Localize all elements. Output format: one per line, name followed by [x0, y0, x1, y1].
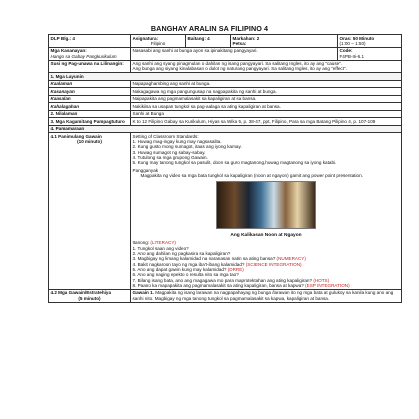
header-row-2 — [49, 47, 402, 60]
gawain-text: Magpakita ng isang larawan na nagpapahayag ng bunga /larawan ito ng mga bata at gulukoy sa kanila kung ano ang sanhi nito. Magbigay ng mga tanong tungkol sa pagmamalasakit sa kapwa, kapaligiran at bansa. — [132, 290, 394, 301]
markahan-cell — [231, 35, 338, 48]
code-cell — [338, 47, 402, 60]
pangganyak-title: Pangganyak — [132, 167, 159, 173]
nature-image-container — [133, 178, 400, 232]
kahalagahan-text: Nakikiisa sa usapan tungkol sa pag-aalaga sa ating kapaligiran at bansa. — [131, 103, 402, 110]
panimulang-row — [49, 133, 402, 290]
header-row-1 — [49, 35, 402, 48]
kasanayan-header-cell — [49, 47, 131, 60]
kagamitan-label: 3. Mga Kagamitang Pampagtuturo — [49, 118, 131, 125]
layunin-label: 1. Mga Layunin — [49, 73, 402, 80]
question-item: 6. Ano ang naging epekto o resulta nito sa mga tao? — [132, 272, 239, 278]
gawain-row — [49, 289, 402, 302]
susi-cell — [131, 60, 402, 73]
kaasalan-row — [49, 95, 402, 102]
nilalaman-text: Sanhi at Bunga — [131, 110, 402, 117]
pangganyak-text: Magpakita ng video sa mga bata tungkol sa kapaligiran (noon at ngayon) gamit ang power point presentation. — [140, 172, 363, 178]
standard-item: 5. Kung may tanong tungkol sa pasulit, doon sa guro magtanong,huwag magtanong sa iyong katabi. — [132, 160, 337, 166]
baitang-cell: Baitang: 4 — [186, 35, 231, 48]
susi-row — [49, 60, 402, 73]
kaalaman-text: Napapaghambing ang sanhi at bunga. — [131, 80, 402, 87]
gawain-section-label: 4.2 Mga Gawain/Estratehiya — [50, 290, 112, 296]
dlp-number: DLP Blg.: 4 — [49, 35, 131, 48]
nilalaman-label: 2. Nilalaman — [49, 110, 131, 117]
kaasalan-text: Naipapakita ang pagmamalasakit sa kapaligiran at sa bansa. — [131, 95, 402, 102]
kasanayan-source: Hango sa Gabay Pangkurikulum — [50, 53, 117, 59]
gawain-time: (5 minuto) — [78, 295, 101, 301]
itanong-tag: (LITERACY) — [150, 240, 176, 246]
question-item: 4. Bakit nagkaroon tayo ng mga iba't-ibang kalamidad? (SCIENCE INTEGRATION) — [132, 261, 302, 267]
susi-label: Susi ng Pag-unawa na Lilinangin: — [49, 60, 131, 73]
susi-text-2: Ang bunga ang siyang kinalabasan o dulot ng naturang pangyayari. Sa salitang Ingles, ito ay ang "effect". — [132, 66, 347, 72]
kahalagahan-label: Kahalagahan — [49, 103, 131, 110]
gawain-content — [131, 289, 402, 302]
standards-title: Setting of Classroom Standards: — [132, 133, 199, 139]
page-title: BANGHAY ARALIN SA FILIPINO 4 — [150, 24, 269, 33]
kaalaman-row — [49, 80, 402, 87]
gawain-label-cell — [49, 289, 131, 302]
panimulang-label-cell — [49, 133, 131, 290]
question-item: 7. Bilang isang bata, ano ang magagawa mo para maprotektahan ang ating kapaligiran? (HOTS) — [132, 277, 330, 283]
standard-item: 1. Huwag mag-ingay kung may nagsasalita. — [132, 139, 222, 145]
gawain-label: Gawain 1. — [132, 290, 154, 296]
panimulang-label: 4.1 Panimulang Gawain — [50, 133, 102, 139]
kaasalan-label: Kaasalan — [49, 95, 131, 102]
question-item: 1. Tungkol saan ang video? — [132, 245, 189, 251]
markahan-label: Markahan: 2 — [232, 35, 260, 41]
asignatura-value: Filipino — [150, 40, 166, 46]
kasanayan-row — [49, 88, 402, 95]
oras-label: Oras: 50 Minuto — [339, 35, 375, 41]
kasanayan-obj-text: Nakagagawa ng mga pangungusap na nagpapakita ng sanhi at bunga. — [131, 88, 402, 95]
question-item: 3. Magbigay ng limang kalamidad na naranasan natin sa ating bansa? (NUMERACY) — [132, 256, 306, 262]
petsa-label: Petsa: — [232, 40, 247, 46]
itanong-prefix: Itanong: — [132, 240, 151, 246]
pamamaraan-row — [49, 125, 402, 132]
code-label: Code: — [339, 48, 353, 54]
kasanayan-text: Nasasabi ang sanhi at bunga ayon sa ipinakitang pangyayari. — [131, 47, 338, 60]
pamamaraan-label: 4. Pamamaraan — [49, 125, 402, 132]
question-item: 2. Ano ang dahilan ng pagkasira sa kapaligiran? — [132, 251, 231, 257]
panimulang-time: (10 minuto) — [77, 139, 102, 145]
nilalaman-row — [49, 110, 402, 117]
question-item: 5. Ano ang dapat gawin kung may kalamidad? (DRRE) — [132, 266, 244, 272]
panimulang-content — [131, 133, 402, 290]
kasanayan-label: Mga Kasanayan: — [50, 48, 87, 54]
asignatura-label: Asignatura: — [132, 35, 159, 41]
kagamitan-row — [49, 118, 402, 125]
kahalagahan-row — [49, 103, 402, 110]
standard-item: 3. Huwag sumagot ng sabay-sabay. — [132, 149, 206, 155]
layunin-row — [49, 73, 402, 80]
question-item: 8. Paano ka mapapakita ang pagmamalasakit sa ating kapaligiran, bansa at kapwa? (ESP INTEGRATION) — [132, 282, 350, 288]
code-value: F4PB-IIi-6.1 — [339, 53, 365, 59]
standard-item: 4. Tutulong sa mga grupong Gawain. — [132, 155, 208, 160]
kasanayan-obj-label: Kasanayan — [49, 88, 131, 95]
standard-item: 2. Kung gusto mong sumagot, itaas ang iyong kamay. — [132, 144, 242, 150]
nature-image — [216, 181, 316, 229]
asignatura-cell — [131, 35, 186, 48]
oras-cell — [338, 35, 402, 48]
oras-value: (1:00 – 1:50) — [339, 40, 366, 46]
image-caption: Ang Kalikasan Noon at Ngayon — [230, 233, 302, 239]
kaalaman-label: Kaalaman — [49, 80, 131, 87]
kagamitan-text: K to 12 Filipino Gabay sa Kurikulum, Hiyas sa Wika 5, p. 38-47, ppt, Filipino, Para sa mga Batang Pilipino 4, p. 107-109 — [131, 118, 402, 125]
susi-text-1: Ang sanhi ang syang pinagmulan o dahilan ng isang pangyayari. Sa salitang Ingles, ito ay ang "cause". — [132, 61, 343, 67]
lesson-plan-table — [48, 34, 402, 303]
